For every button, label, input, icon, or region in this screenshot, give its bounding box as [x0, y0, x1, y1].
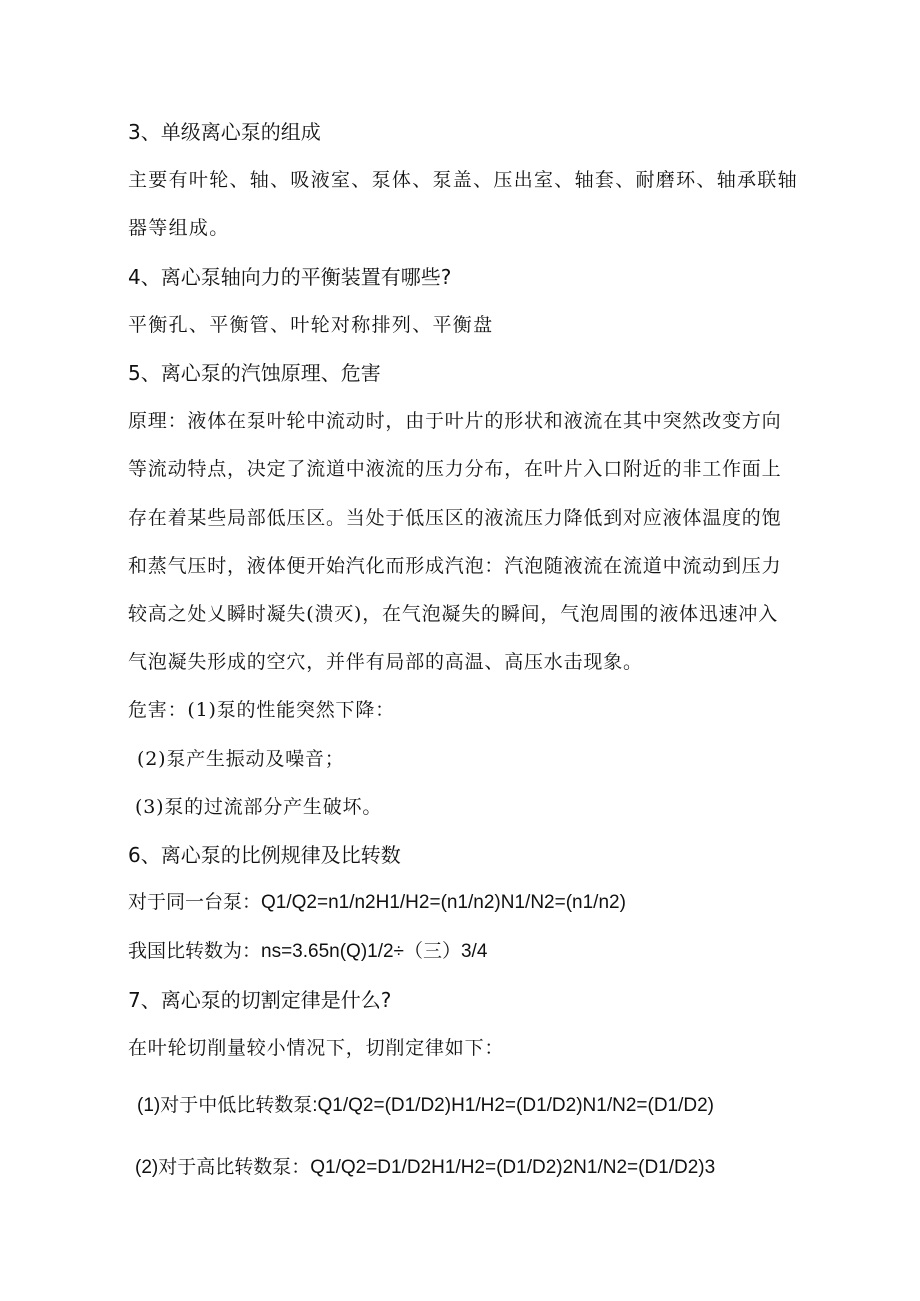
formula-line: 我国比转数为：ns=3.65n(Q)1/2÷（三）3/4 — [128, 941, 488, 962]
paragraph-line: 较高之处乂瞬时凝失(溃灭)，在气泡凝失的瞬间，气泡周围的液体迅速冲入 — [128, 603, 779, 625]
paragraph-line: 在叶轮切削量较小情况下，切削定律如下： — [128, 1037, 505, 1059]
paragraph-line: 和蒸气压时，液体便开始汽化而形成汽泡：汽泡随液流在流道中流动到压力 — [128, 555, 782, 577]
formula-line: (1)对于中低比转数泵:Q1/Q2=(D1/D2)H1/H2=(D1/D2)N1/N2=(D1/D2) — [137, 1095, 714, 1116]
section-heading-5: 5、离心泵的汽蚀原理、危害 — [128, 361, 381, 385]
paragraph-line: 等流动特点，决定了流道中液流的压力分布，在叶片入口附近的非工作面上 — [128, 458, 782, 480]
section-heading-7: 7、离心泵的切割定律是什么? — [128, 988, 392, 1012]
section-heading-6: 6、离心泵的比例规律及比转数 — [128, 843, 401, 867]
formula-line: 对于同一台泵：Q1/Q2=n1/n2H1/H2=(n1/n2)N1/N2=(n1/n2) — [128, 892, 626, 913]
section-heading-4: 4、离心泵轴向力的平衡装置有哪些? — [128, 265, 452, 289]
paragraph-line: 主要有叶轮、轴、吸液室、泵体、泵盖、压出室、轴套、耐磨环、轴承联轴 — [128, 169, 798, 191]
paragraph-line: 存在着某些局部低压区。当处于低压区的液流压力降低到对应液体温度的饱 — [128, 507, 782, 529]
formula-line: (2)对于高比转数泵：Q1/Q2=D1/D2H1/H2=(D1/D2)2N1/N2=(D1/D2)3 — [135, 1157, 716, 1178]
paragraph-line: 原理：液体在泵叶轮中流动时，由于叶片的形状和液流在其中突然改变方向 — [128, 410, 782, 432]
paragraph-line: 气泡凝失形成的空穴，并伴有局部的高温、高压水击现象。 — [128, 651, 643, 673]
paragraph-line: 平衡孔、平衡管、叶轮对称排列、平衡盘 — [128, 314, 494, 336]
hazard-item: (2)泵产生振动及噪音； — [137, 748, 345, 770]
section-heading-3: 3、单级离心泵的组成 — [128, 120, 321, 144]
hazard-item: (3)泵的过流部分产生破坏。 — [135, 796, 383, 818]
hazard-line: 危害：(1)泵的性能突然下降： — [128, 699, 395, 721]
paragraph-line: 器等组成。 — [128, 217, 230, 239]
